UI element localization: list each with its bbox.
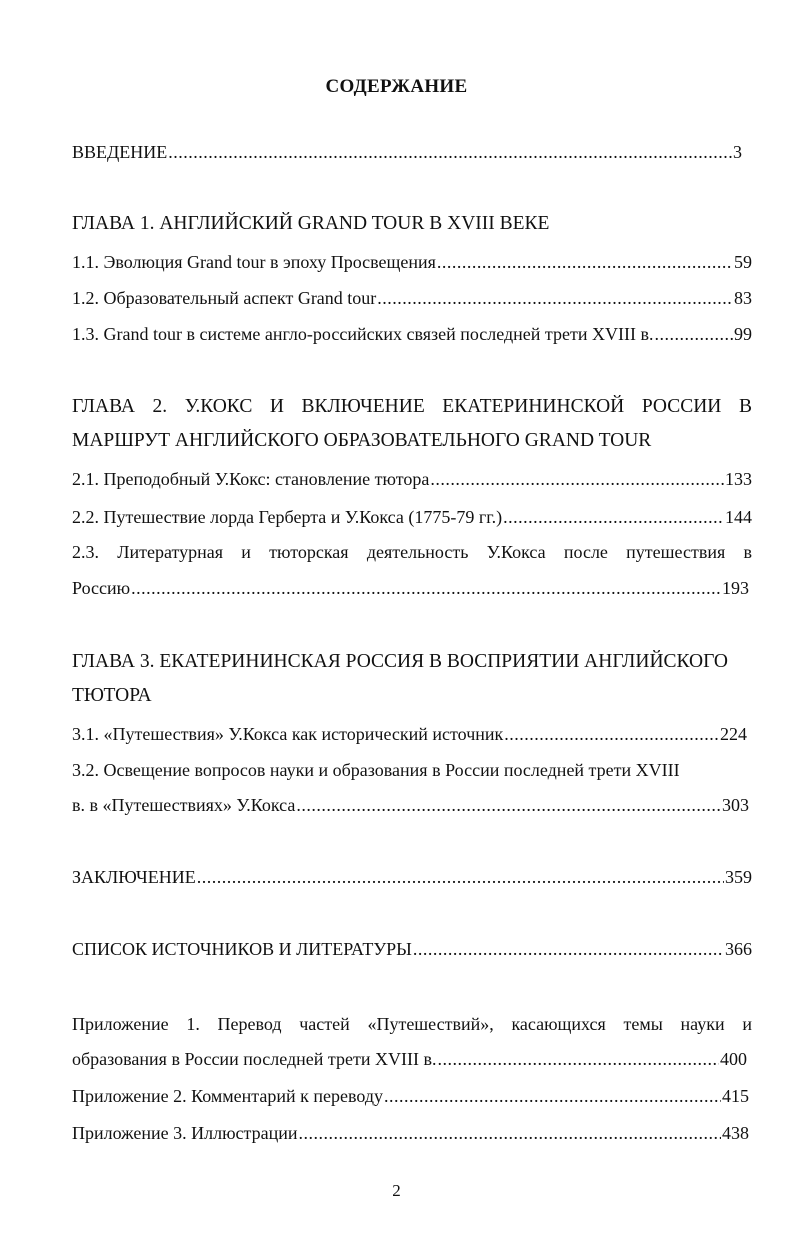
dot-leader [168, 142, 732, 163]
entry-word: частей [299, 1014, 350, 1034]
chapter-2-heading-line-1 [72, 396, 752, 418]
toc-entry-2-3-line-2[interactable] [72, 578, 749, 599]
toc-entry-label: 1.2. Образовательный аспект Grand tour [72, 288, 377, 308]
toc-entry-conclusion[interactable] [72, 867, 752, 888]
toc-entry-2-2[interactable] [72, 507, 752, 528]
entry-word: тюторская [269, 542, 349, 562]
toc-entry-label: 2.2. Путешествие лорда Герберта и У.Кокса (1775-79 гг.) [72, 507, 503, 527]
toc-page-number: 3 [733, 142, 742, 162]
entry-word: деятельность [366, 542, 469, 562]
entry-word: У.Кокса [486, 542, 546, 562]
toc-page-number: 144 [725, 507, 752, 527]
entry-word: 2.3. [72, 542, 99, 562]
toc-page-number: 366 [725, 939, 752, 959]
entry-word: Перевод [217, 1014, 282, 1034]
toc-entry-appendix-3[interactable] [72, 1123, 749, 1144]
dot-leader [197, 867, 724, 888]
toc-entry-appendix-1-line-1[interactable] [72, 1014, 752, 1035]
toc-entry-3-2-line-2[interactable] [72, 795, 749, 816]
chapter-1-heading: ГЛАВА 1. АНГЛИЙСКИЙ GRAND TOUR В XVIII ВЕКЕ [72, 213, 550, 234]
toc-page-number: 303 [722, 795, 749, 815]
toc-page-number: 438 [722, 1123, 749, 1143]
toc-page-number: 415 [722, 1086, 749, 1106]
entry-word: и [742, 1014, 752, 1034]
toc-page-number: 99 [734, 324, 752, 344]
chapter-3-heading-line-1: ГЛАВА 3. ЕКАТЕРИНИНСКАЯ РОССИЯ В ВОСПРИЯТИИ АНГЛИЙСКОГО [72, 651, 729, 672]
toc-entry-label: 2.1. Преподобный У.Кокс: становление тютора [72, 469, 430, 489]
dot-leader [298, 1123, 721, 1144]
toc-entry-label: 1.1. Эволюция Grand tour в эпоху Просвещения [72, 252, 436, 272]
entry-word: Приложение [72, 1014, 169, 1034]
dot-leader [503, 507, 724, 528]
toc-page-number: 193 [722, 578, 749, 598]
toc-entry-appendix-1-line-2[interactable] [72, 1049, 747, 1070]
entry-word: после [563, 542, 608, 562]
toc-entry-label: СПИСОК ИСТОЧНИКОВ И ЛИТЕРАТУРЫ [72, 939, 412, 959]
toc-page-number: 224 [720, 724, 747, 744]
dot-leader [377, 288, 733, 309]
toc-entry-label: в. в «Путешествиях» У.Кокса [72, 795, 296, 815]
toc-entry-3-2-line-1[interactable] [72, 760, 752, 781]
entry-word: 1. [186, 1014, 200, 1034]
dot-leader [504, 724, 719, 745]
dot-leader [437, 252, 733, 273]
toc-page-number: 133 [725, 469, 752, 489]
toc-entry-2-1[interactable] [72, 469, 752, 490]
toc-entry-label: ВВЕДЕНИЕ [72, 142, 168, 162]
heading-word: ЕКАТЕРИНИНСКОЙ [442, 396, 625, 417]
entry-word: темы [623, 1014, 663, 1034]
chapter-3-heading-line-2: ТЮТОРА [72, 685, 152, 706]
page-title: СОДЕРЖАНИЕ [325, 76, 468, 97]
dot-leader [131, 578, 721, 599]
toc-page-number: 359 [725, 867, 752, 887]
heading-word: 2. [152, 396, 168, 417]
toc-entry-appendix-2[interactable] [72, 1086, 749, 1107]
toc-entry-1-1[interactable] [72, 252, 752, 273]
dot-leader [437, 1049, 719, 1070]
heading-word: ГЛАВА [72, 396, 135, 417]
toc-entry-label: 3.2. Освещение вопросов науки и образования в России последней трети XVIII [72, 760, 680, 780]
toc-entry-2-3-line-1[interactable] [72, 542, 752, 563]
entry-word: и [241, 542, 251, 562]
toc-entry-label: Приложение 3. Иллюстрации [72, 1123, 298, 1143]
heading-word: В [738, 396, 752, 417]
toc-page-number: 400 [720, 1049, 747, 1069]
heading-word: И [269, 396, 284, 417]
entry-word: Литературная [117, 542, 223, 562]
toc-entry-label: 3.1. «Путешествия» У.Кокса как исторический источник [72, 724, 504, 744]
dot-leader [296, 795, 721, 816]
toc-page-number: 83 [734, 288, 752, 308]
heading-word: У.КОКС [184, 396, 253, 417]
page-number: 2 [392, 1181, 401, 1200]
toc-entry-3-1[interactable] [72, 724, 747, 745]
dot-leader [654, 324, 733, 345]
toc-page-number: 59 [734, 252, 752, 272]
entry-word: науки [680, 1014, 725, 1034]
toc-entry-label: Приложение 2. Комментарий к переводу [72, 1086, 383, 1106]
toc-entry-1-2[interactable] [72, 288, 752, 309]
dot-leader [413, 939, 724, 960]
entry-word: путешествия [626, 542, 726, 562]
entry-word: касающихся [511, 1014, 606, 1034]
toc-entry-label: Россию [72, 578, 131, 598]
toc-entry-label: образования в России последней трети XVIII в. [72, 1049, 437, 1069]
chapter-2-heading-line-2: МАРШРУТ АНГЛИЙСКОГО ОБРАЗОВАТЕЛЬНОГО GRAND TOUR [72, 430, 652, 451]
toc-entry-sources[interactable] [72, 939, 752, 960]
heading-word: ВКЛЮЧЕНИЕ [301, 396, 425, 417]
dot-leader [430, 469, 724, 490]
toc-entry-1-3[interactable] [72, 324, 752, 345]
heading-word: РОССИИ [641, 396, 722, 417]
toc-entry-label: 1.3. Grand tour в системе англо-российских связей последней трети XVIII в. [72, 324, 654, 344]
entry-word: «Путешествий», [367, 1014, 494, 1034]
dot-leader [384, 1086, 721, 1107]
toc-entry-label: ЗАКЛЮЧЕНИЕ [72, 867, 196, 887]
toc-entry-introduction[interactable] [72, 142, 742, 163]
entry-word: в [743, 542, 752, 562]
